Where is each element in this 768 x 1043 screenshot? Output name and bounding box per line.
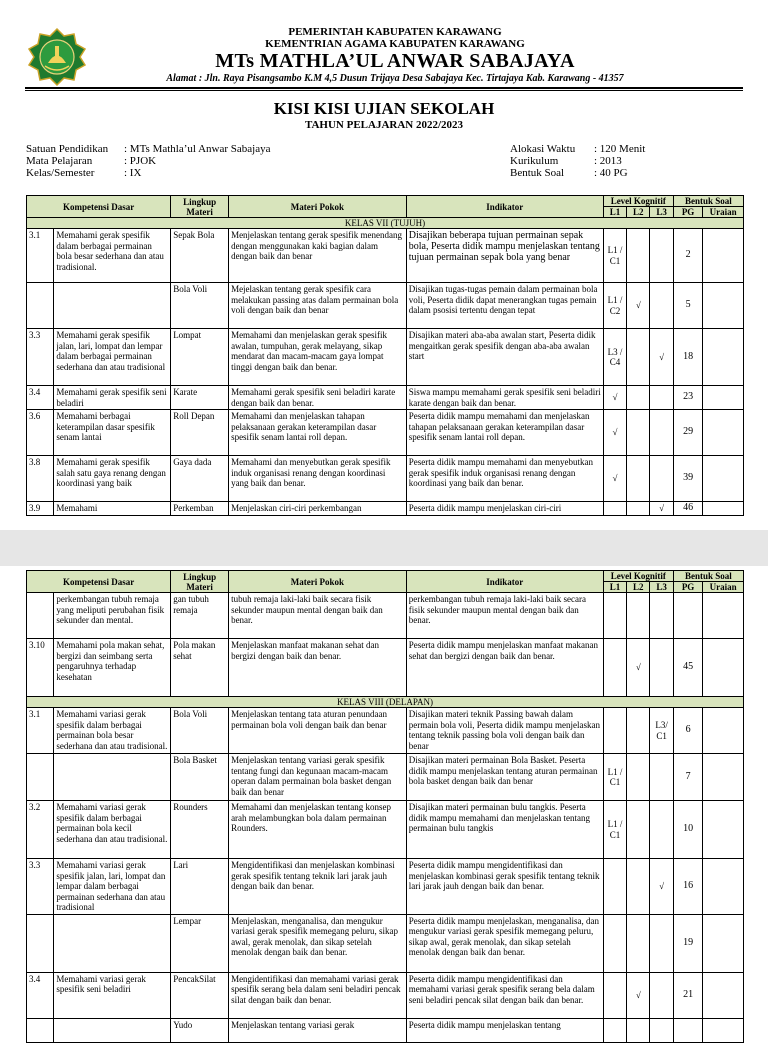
l2-cell: √ xyxy=(627,639,650,697)
materi-cell: Menjelaskan tentang tata aturan penundaan permainan bola voli dengan baik dan benar xyxy=(229,708,407,754)
kd-number: 3.10 xyxy=(27,639,54,697)
section-kelas-vii: KELAS VII (TUJUH) xyxy=(27,218,744,229)
materi-cell: Memahami dan menjelaskan tahapan pelaksanaan gerakan keterampilan dasar spesifik senam lantai roll depan. xyxy=(229,410,407,456)
col-head-materi: Materi Pokok xyxy=(229,571,407,593)
col-head-kd: Kompetensi Dasar xyxy=(27,196,171,218)
pg-cell: 46 xyxy=(673,502,702,516)
kd-number xyxy=(27,914,54,972)
header-address: Alamat : Jln. Raya Pisangsambo K.M 4,5 Dusun Trijaya Desa Sabajaya Kec. Tirtajaya Kab. Karawang - 41357 xyxy=(166,73,624,84)
l3-cell xyxy=(650,1018,673,1042)
header-ministry: KEMENTRIAN AGAMA KABUPATEN KARAWANG xyxy=(265,38,525,50)
l2-cell xyxy=(627,502,650,516)
lingkup-cell: Karate xyxy=(171,386,229,410)
uraian-cell xyxy=(703,801,744,859)
l1-cell: L1 / C1 xyxy=(603,754,626,801)
kd-number xyxy=(27,593,54,639)
kd-number: 3.2 xyxy=(27,801,54,859)
uraian-cell xyxy=(703,410,744,456)
pg-cell: 23 xyxy=(673,386,702,410)
l3-cell xyxy=(650,410,673,456)
pg-cell: 10 xyxy=(673,801,702,859)
kd-number: 3.8 xyxy=(27,456,54,502)
l1-cell xyxy=(603,502,626,516)
info-value: : IX xyxy=(124,167,142,179)
l2-cell xyxy=(627,593,650,639)
uraian-cell xyxy=(703,1018,744,1042)
indikator-cell: Disajikan materi permainan Bola Basket. Peserta didik mampu menjelaskan tentang aturan permainan bola basket dengan baik dan benar xyxy=(406,754,603,801)
materi-cell: Memahami dan menyebutkan gerak spesifik induk organisasi renang dengan koordinasi yang baik dan benar. xyxy=(229,456,407,502)
lingkup-cell: Rounders xyxy=(171,801,229,859)
table-row xyxy=(27,972,744,1018)
kd-number: 3.4 xyxy=(27,972,54,1018)
uraian-cell xyxy=(703,859,744,915)
section-kelas-viii: KELAS VIII (DELAPAN) xyxy=(27,697,744,708)
kd-text xyxy=(54,283,171,329)
col-head-kd: Kompetensi Dasar xyxy=(27,571,171,593)
indikator-cell: Peserta didik mampu memahami dan menjelaskan tahapan pelaksanaan gerakan keterampilan dasar spesifik senam lantai roll depan. xyxy=(406,410,603,456)
col-head-l1: L1 xyxy=(603,207,626,218)
l1-cell: L1 / C1 xyxy=(603,801,626,859)
l3-cell xyxy=(650,972,673,1018)
table-row xyxy=(27,386,744,410)
col-head-l2: L2 xyxy=(627,582,650,593)
document-title: KISI KISI UJIAN SEKOLAH xyxy=(273,99,495,118)
materi-cell: Memahami dan menjelaskan gerak spesifik awalan, tumpuhan, gerak melayang, sikap mendarat dan macam-macam gaya lompat tinggi dengan baik dan benar. xyxy=(229,329,407,386)
lingkup-cell: Perkemban xyxy=(171,502,229,516)
kd-text xyxy=(54,754,171,801)
l1-cell: L1 / C1 xyxy=(603,229,626,283)
madrasah-logo-icon xyxy=(28,28,86,86)
uraian-cell xyxy=(703,708,744,754)
indikator-cell: Peserta didik mampu menjelaskan tentang xyxy=(406,1018,603,1042)
l2-cell xyxy=(627,456,650,502)
l2-cell xyxy=(627,708,650,754)
kd-number xyxy=(27,754,54,801)
info-row xyxy=(26,143,270,155)
kd-text: Memahami gerak spesifik jalan, lari, lompat dan lempar dalam berbagai permainan sederhana dan atau tradisional xyxy=(54,329,171,386)
col-head-l1: L1 xyxy=(603,582,626,593)
col-head-indikator: Indikator xyxy=(406,196,603,218)
info-value: : 40 PG xyxy=(594,167,628,179)
table-row xyxy=(27,502,744,516)
lingkup-cell: Pola makan sehat xyxy=(171,639,229,697)
uraian-cell xyxy=(703,329,744,386)
pg-cell: 19 xyxy=(673,914,702,972)
header-government: PEMERINTAH KABUPATEN KARAWANG xyxy=(288,26,502,38)
uraian-cell xyxy=(703,754,744,801)
col-head-bentuk: Bentuk Soal xyxy=(673,571,743,582)
table-row xyxy=(27,410,744,456)
table-row xyxy=(27,914,744,972)
l1-cell: √ xyxy=(603,386,626,410)
l3-cell xyxy=(650,801,673,859)
info-row xyxy=(26,167,270,179)
materi-cell: Mengidentifikasi dan memahami variasi gerak spesifik serang bela dalam seni beladiri pencak silat dengan baik dan benar. xyxy=(229,972,407,1018)
l1-cell: √ xyxy=(603,456,626,502)
kd-text: Memahami pola makan sehat, bergizi dan seimbang serta pengaruhnya terhadap kesehatan xyxy=(54,639,171,697)
lingkup-cell: Roll Depan xyxy=(171,410,229,456)
info-label: Mata Pelajaran xyxy=(26,155,93,167)
l3-cell xyxy=(650,754,673,801)
kd-text xyxy=(54,914,171,972)
lingkup-cell: Gaya dada xyxy=(171,456,229,502)
lingkup-cell: PencakSilat xyxy=(171,972,229,1018)
kd-text: Memahami gerak spesifik dalam berbagai permainan bola besar sederhana dan atau tradisional. xyxy=(54,229,171,283)
l3-cell xyxy=(650,456,673,502)
l2-cell xyxy=(627,1018,650,1042)
l2-cell: √ xyxy=(627,972,650,1018)
col-head-bentuk: Bentuk Soal xyxy=(673,196,743,207)
indikator-cell: Disajikan beberapa tujuan permainan sepak bola, Peserta didik mampu menjelaskan tentang tujuan permainan sepak bola yang benar xyxy=(406,229,603,283)
l2-cell xyxy=(627,386,650,410)
l1-cell xyxy=(603,972,626,1018)
indikator-cell: Disajikan materi teknik Passing bawah dalam permain bola voli, Peserta didik mampu menjelaskan tentang teknik passing bola voli dengan baik dan benar xyxy=(406,708,603,754)
col-head-l2: L2 xyxy=(627,207,650,218)
kd-text: Memahami gerak spesifik salah satu gaya renang dengan koordinasi yang baik xyxy=(54,456,171,502)
col-head-lingkup: Lingkup Materi xyxy=(171,571,229,593)
kd-text xyxy=(54,1018,171,1042)
pg-cell: 21 xyxy=(673,972,702,1018)
l1-cell xyxy=(603,1018,626,1042)
kd-text: Memahami variasi gerak spesifik jalan, lari, lompat dan lempar dalam berbagai permainan sederhana dan atau tradisional xyxy=(54,859,171,915)
lingkup-cell: Bola Voli xyxy=(171,283,229,329)
materi-cell: Mejelaskan tentang gerak spesifik cara melakukan passing atas dalam permainan bola voli dengan baik dan benar xyxy=(229,283,407,329)
table-row xyxy=(27,1018,744,1042)
col-head-pg: PG xyxy=(673,207,702,218)
l1-cell xyxy=(603,639,626,697)
col-head-lingkup: Lingkup Materi xyxy=(171,196,229,218)
l3-cell xyxy=(650,639,673,697)
materi-cell: Mengidentifikasi dan menjelaskan kombinasi gerak spesifik tentang teknik lari jarak jauh dengan baik dan benar. xyxy=(229,859,407,915)
l1-cell: L1 / C2 xyxy=(603,283,626,329)
l2-cell xyxy=(627,914,650,972)
table-row xyxy=(27,456,744,502)
col-head-pg: PG xyxy=(673,582,702,593)
lingkup-cell: Bola Voli xyxy=(171,708,229,754)
pg-cell: 18 xyxy=(673,329,702,386)
lingkup-cell: Sepak Bola xyxy=(171,229,229,283)
l3-cell: √ xyxy=(650,502,673,516)
l2-cell: √ xyxy=(627,283,650,329)
indikator-cell: Disajikan materi permainan bulu tangkis. Peserta didik mampu memahami dan menjelaskan tentang permainan bulu tangkis xyxy=(406,801,603,859)
uraian-cell xyxy=(703,639,744,697)
info-value: : 2013 xyxy=(594,155,622,167)
l3-cell: √ xyxy=(650,859,673,915)
materi-cell: Menjelaskan tentang variasi gerak xyxy=(229,1018,407,1042)
table-row xyxy=(27,639,744,697)
kd-number: 3.4 xyxy=(27,386,54,410)
kd-text: perkembangan tubuh remaja yang meliputi perubahan fisik sekunder dan mental. xyxy=(54,593,171,639)
materi-cell: Menjelaskan tentang variasi gerak spesifik tentang fungi dan kegunaan macam-macam operan dalam permainan bola basket dengan baik dan benar xyxy=(229,754,407,801)
l3-cell xyxy=(650,229,673,283)
header-school-name: MTs MATHLA’UL ANWAR SABAJAYA xyxy=(215,50,575,72)
materi-cell: Menjelaskan manfaat makanan sehat dan bergizi dengan baik dan benar. xyxy=(229,639,407,697)
lingkup-cell: Bola Basket xyxy=(171,754,229,801)
kd-number xyxy=(27,1018,54,1042)
header-divider-thick xyxy=(25,87,743,89)
indikator-cell: Peserta didik mampu menjelaskan, menganalisa, dan mengukur variasi gerak spesifik memegang peluru, sikap awal, gerak menolak, dan sikap setelah menolak dengan baik dan benar. xyxy=(406,914,603,972)
pg-cell: 45 xyxy=(673,639,702,697)
table-row xyxy=(27,859,744,915)
info-value: : PJOK xyxy=(124,155,157,167)
col-head-materi: Materi Pokok xyxy=(229,196,407,218)
indikator-cell: Peserta didik mampu menjelaskan ciri-ciri xyxy=(406,502,603,516)
uraian-cell xyxy=(703,456,744,502)
lingkup-cell: Yudo xyxy=(171,1018,229,1042)
kd-text: Memahami gerak spesifik seni beladiri xyxy=(54,386,171,410)
table-row xyxy=(27,754,744,801)
pg-cell xyxy=(673,1018,702,1042)
kd-number: 3.6 xyxy=(27,410,54,456)
info-label: Kelas/Semester xyxy=(26,167,95,179)
indikator-cell: Peserta didik mampu memahami dan menyebutkan gerak spesifik induk organisasi renang dengan koordinasi yang baik dan benar. xyxy=(406,456,603,502)
uraian-cell xyxy=(703,972,744,1018)
col-head-uraian: Uraian xyxy=(703,582,744,593)
indikator-cell: Peserta didik mampu mengidentifikasi dan memahami variasi gerak spesifik serang bela dalam seni beladiri pencak silat dengan baik dan benar. xyxy=(406,972,603,1018)
lingkup-cell: gan tubuh remaja xyxy=(171,593,229,639)
kisi-table-page-1 xyxy=(26,195,744,516)
col-head-level: Level Kognitif xyxy=(603,571,673,582)
materi-cell: Memahami gerak spesifik seni beladiri karate dengan baik dan benar. xyxy=(229,386,407,410)
indikator-cell: perkembangan tubuh remaja laki-laki baik secara fisik sekunder maupun mental dengan baik dan benar. xyxy=(406,593,603,639)
l2-cell xyxy=(627,754,650,801)
info-label: Satuan Pendidikan xyxy=(26,143,109,155)
kd-number: 3.9 xyxy=(27,502,54,516)
l2-cell xyxy=(627,801,650,859)
uraian-cell xyxy=(703,593,744,639)
uraian-cell xyxy=(703,229,744,283)
materi-cell: Memahami dan menjelaskan tentang konsep arah melambungkan bola dalam permainan Rounders. xyxy=(229,801,407,859)
l1-cell: √ xyxy=(603,410,626,456)
kd-number: 3.1 xyxy=(27,708,54,754)
pg-cell: 39 xyxy=(673,456,702,502)
info-row xyxy=(510,155,645,167)
l1-cell xyxy=(603,593,626,639)
uraian-cell xyxy=(703,386,744,410)
l2-cell xyxy=(627,229,650,283)
kd-number: 3.3 xyxy=(27,329,54,386)
materi-cell: Menjelaskan tentang gerak spesifik menendang dengan menggunakan kaki bagian dalam dengan baik dan benar xyxy=(229,229,407,283)
l3-cell: √ xyxy=(650,329,673,386)
info-value: : 120 Menit xyxy=(594,143,646,155)
pg-cell: 16 xyxy=(673,859,702,915)
table-row xyxy=(27,229,744,283)
l1-cell: L3 / C4 xyxy=(603,329,626,386)
info-row xyxy=(26,155,270,167)
kd-text: Memahami xyxy=(54,502,171,516)
info-right xyxy=(510,143,645,179)
uraian-cell xyxy=(703,283,744,329)
col-head-l3: L3 xyxy=(650,582,673,593)
table-row xyxy=(27,801,744,859)
pg-cell: 29 xyxy=(673,410,702,456)
l1-cell xyxy=(603,708,626,754)
uraian-cell xyxy=(703,502,744,516)
kd-text: Memahami berbagai keterampilan dasar spesifik senam lantai xyxy=(54,410,171,456)
l3-cell xyxy=(650,283,673,329)
info-row xyxy=(510,143,645,155)
l2-cell xyxy=(627,329,650,386)
lingkup-cell: Lempar xyxy=(171,914,229,972)
pg-cell: 7 xyxy=(673,754,702,801)
info-label: Kurikulum xyxy=(510,155,559,167)
l2-cell xyxy=(627,859,650,915)
indikator-cell: Siswa mampu memahami gerak spesifik seni beladiri karate dengan baik dan benar. xyxy=(406,386,603,410)
materi-cell: tubuh remaja laki-laki baik secara fisik sekunder maupun mental dengan baik dan benar. xyxy=(229,593,407,639)
indikator-cell: Disajikan materi aba-aba awalan start, Peserta didik mengaitkan gerak spesifik dengan aba-aba awalan start xyxy=(406,329,603,386)
kd-number xyxy=(27,283,54,329)
l1-cell xyxy=(603,859,626,915)
col-head-uraian: Uraian xyxy=(703,207,744,218)
info-value: : MTs Mathla’ul Anwar Sabajaya xyxy=(124,143,271,155)
lingkup-cell: Lompat xyxy=(171,329,229,386)
col-head-l3: L3 xyxy=(650,207,673,218)
materi-cell: Menjelaskan, menganalisa, dan mengukur variasi gerak spesifik memegang peluru, sikap awal, gerak menolak, dan sikap setelah menolak dengan baik dan benar. xyxy=(229,914,407,972)
kd-text: Memahami variasi gerak spesifik seni beladiri xyxy=(54,972,171,1018)
document-subtitle: TAHUN PELAJARAN 2022/2023 xyxy=(304,119,464,131)
info-label: Bentuk Soal xyxy=(510,167,565,179)
indikator-cell: Peserta didik mampu menjelaskan manfaat makanan sehat dan bergizi dengan baik dan benar. xyxy=(406,639,603,697)
indikator-cell: Disajikan tugas-tugas pemain dalam permainan bola voli, Peserta didik dapat menerangkan tugas pemain dalam psosisi tertentu dengan tepat xyxy=(406,283,603,329)
info-left xyxy=(26,143,270,179)
pg-cell xyxy=(673,593,702,639)
l3-cell xyxy=(650,914,673,972)
col-head-indikator: Indikator xyxy=(406,571,603,593)
col-head-level: Level Kognitif xyxy=(603,196,673,207)
info-row xyxy=(510,167,645,179)
kd-number: 3.1 xyxy=(27,229,54,283)
l3-cell: L3/ C1 xyxy=(650,708,673,754)
kd-text: Memahami variasi gerak spesifik dalam berbagai permainan bola kecil sederhana dan atau tradisional. xyxy=(54,801,171,859)
table-row xyxy=(27,329,744,386)
table-row xyxy=(27,708,744,754)
document-page-2 xyxy=(0,566,768,1030)
info-label: Alokasi Waktu xyxy=(510,143,576,155)
l3-cell xyxy=(650,386,673,410)
pg-cell: 5 xyxy=(673,283,702,329)
l1-cell xyxy=(603,914,626,972)
kd-number: 3.3 xyxy=(27,859,54,915)
indikator-cell: Peserta didik mampu mengidentifikasi dan menjelaskan kombinasi gerak spesifik tentang teknik lari jarak jauh dengan baik dan benar. xyxy=(406,859,603,915)
l3-cell xyxy=(650,593,673,639)
table-row xyxy=(27,593,744,639)
materi-cell: Menjelaskan ciri-ciri perkembangan xyxy=(229,502,407,516)
kd-text: Memahami variasi gerak spesifik dalam berbagai permainan bola besar sederhana dan atau tradisional. xyxy=(54,708,171,754)
table-row xyxy=(27,283,744,329)
page-gap xyxy=(0,530,768,566)
kisi-table-page-2 xyxy=(26,570,744,1043)
header-divider-thin xyxy=(25,90,743,91)
uraian-cell xyxy=(703,914,744,972)
pg-cell: 6 xyxy=(673,708,702,754)
lingkup-cell: Lari xyxy=(171,859,229,915)
l2-cell xyxy=(627,410,650,456)
pg-cell: 2 xyxy=(673,229,702,283)
